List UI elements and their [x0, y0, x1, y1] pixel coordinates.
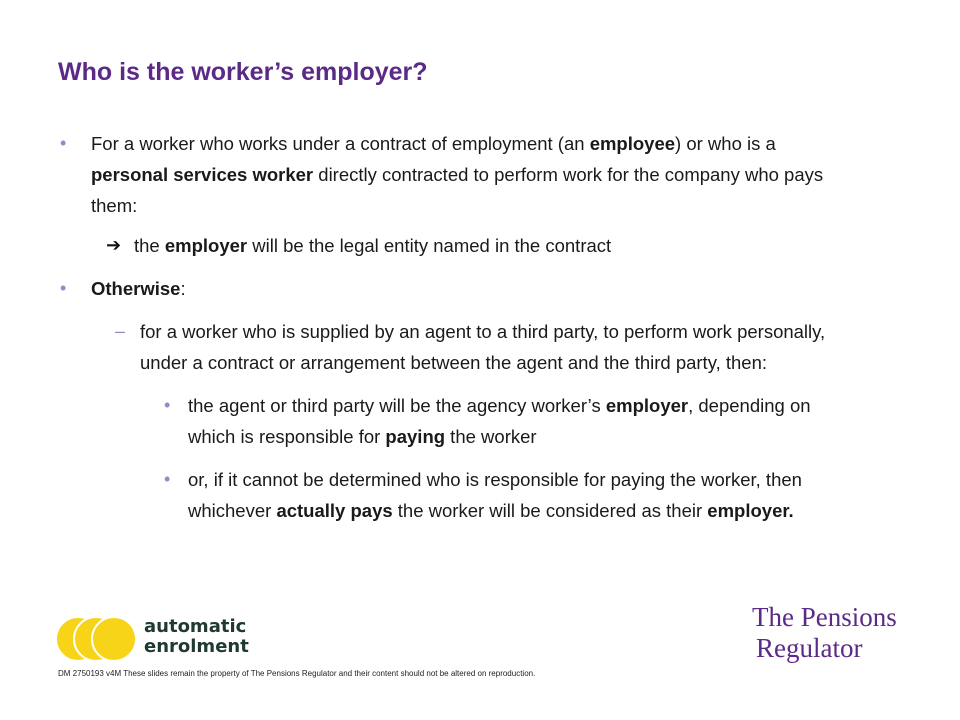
slide-body: [58, 128, 858, 526]
footer-disclaimer: DM 2750193 v4M These slides remain the property of The Pensions Regulator and their content should not be altered on reproduction.: [58, 669, 536, 678]
pensions-regulator-logo: [752, 602, 897, 664]
bullet-marker: •: [164, 469, 171, 489]
bold-term: Otherwise: [91, 278, 181, 299]
bullet-employee: [58, 128, 858, 221]
arrow-icon: ➔: [106, 235, 122, 255]
bullet-text: directly contracted to perform work for the company who pays them:: [91, 164, 824, 216]
arrow-text: the: [134, 235, 165, 256]
tpr-logo-line2: Regulator: [756, 633, 863, 663]
arrow-item: [58, 230, 858, 261]
bold-term: employer: [605, 395, 689, 416]
bullet-marker: •: [164, 395, 171, 415]
tpr-logo-line1: The Pensions: [752, 602, 897, 632]
sub-sub-bullet-actually-pays: [58, 464, 858, 526]
automatic-enrolment-logo: [55, 614, 255, 664]
sub-bullet-text: for a worker who is supplied by an agent to a third party, to perform work personally, under a contract or arrangement between the agent and the third party, then:: [140, 321, 826, 373]
sub-sub-bullet-text: , depending on which is responsible for: [188, 395, 811, 447]
sub-sub-bullet-text: the worker will be considered as their: [392, 500, 708, 521]
bullet-text: ) or who is a: [675, 133, 776, 154]
arrow-text: will be the legal entity named in the contract: [247, 235, 612, 256]
sub-sub-bullet-text: or, if it cannot be determined who is responsible for paying the worker, then whichever: [188, 469, 802, 521]
bold-term: employee: [589, 133, 676, 154]
bold-term: paying: [385, 426, 446, 447]
bullet-text: :: [180, 278, 186, 299]
bullet-marker: •: [60, 133, 67, 153]
ae-logo-line1: automatic: [144, 616, 247, 637]
slide-title: Who is the worker’s employer?: [58, 58, 428, 86]
ae-logo-text: [144, 617, 249, 657]
sub-sub-bullet-text: the worker: [445, 426, 537, 447]
sub-sub-bullet-employer: [58, 390, 858, 452]
bold-term: personal services worker: [91, 164, 314, 185]
bullet-text: For a worker who works under a contract of employment (an: [91, 133, 590, 154]
bullet-marker: •: [60, 278, 67, 298]
bullet-otherwise: [58, 273, 858, 304]
bold-term: employer: [164, 235, 248, 256]
bold-term: employer.: [707, 500, 794, 521]
ae-logo-line2: enrolment: [144, 636, 249, 657]
sub-bullet-agency: [58, 316, 858, 378]
bold-term: actually pays: [276, 500, 393, 521]
dash-marker: –: [115, 321, 126, 341]
ae-circles-icon: [55, 614, 155, 664]
sub-sub-bullet-text: the agent or third party will be the agency worker’s: [188, 395, 606, 416]
